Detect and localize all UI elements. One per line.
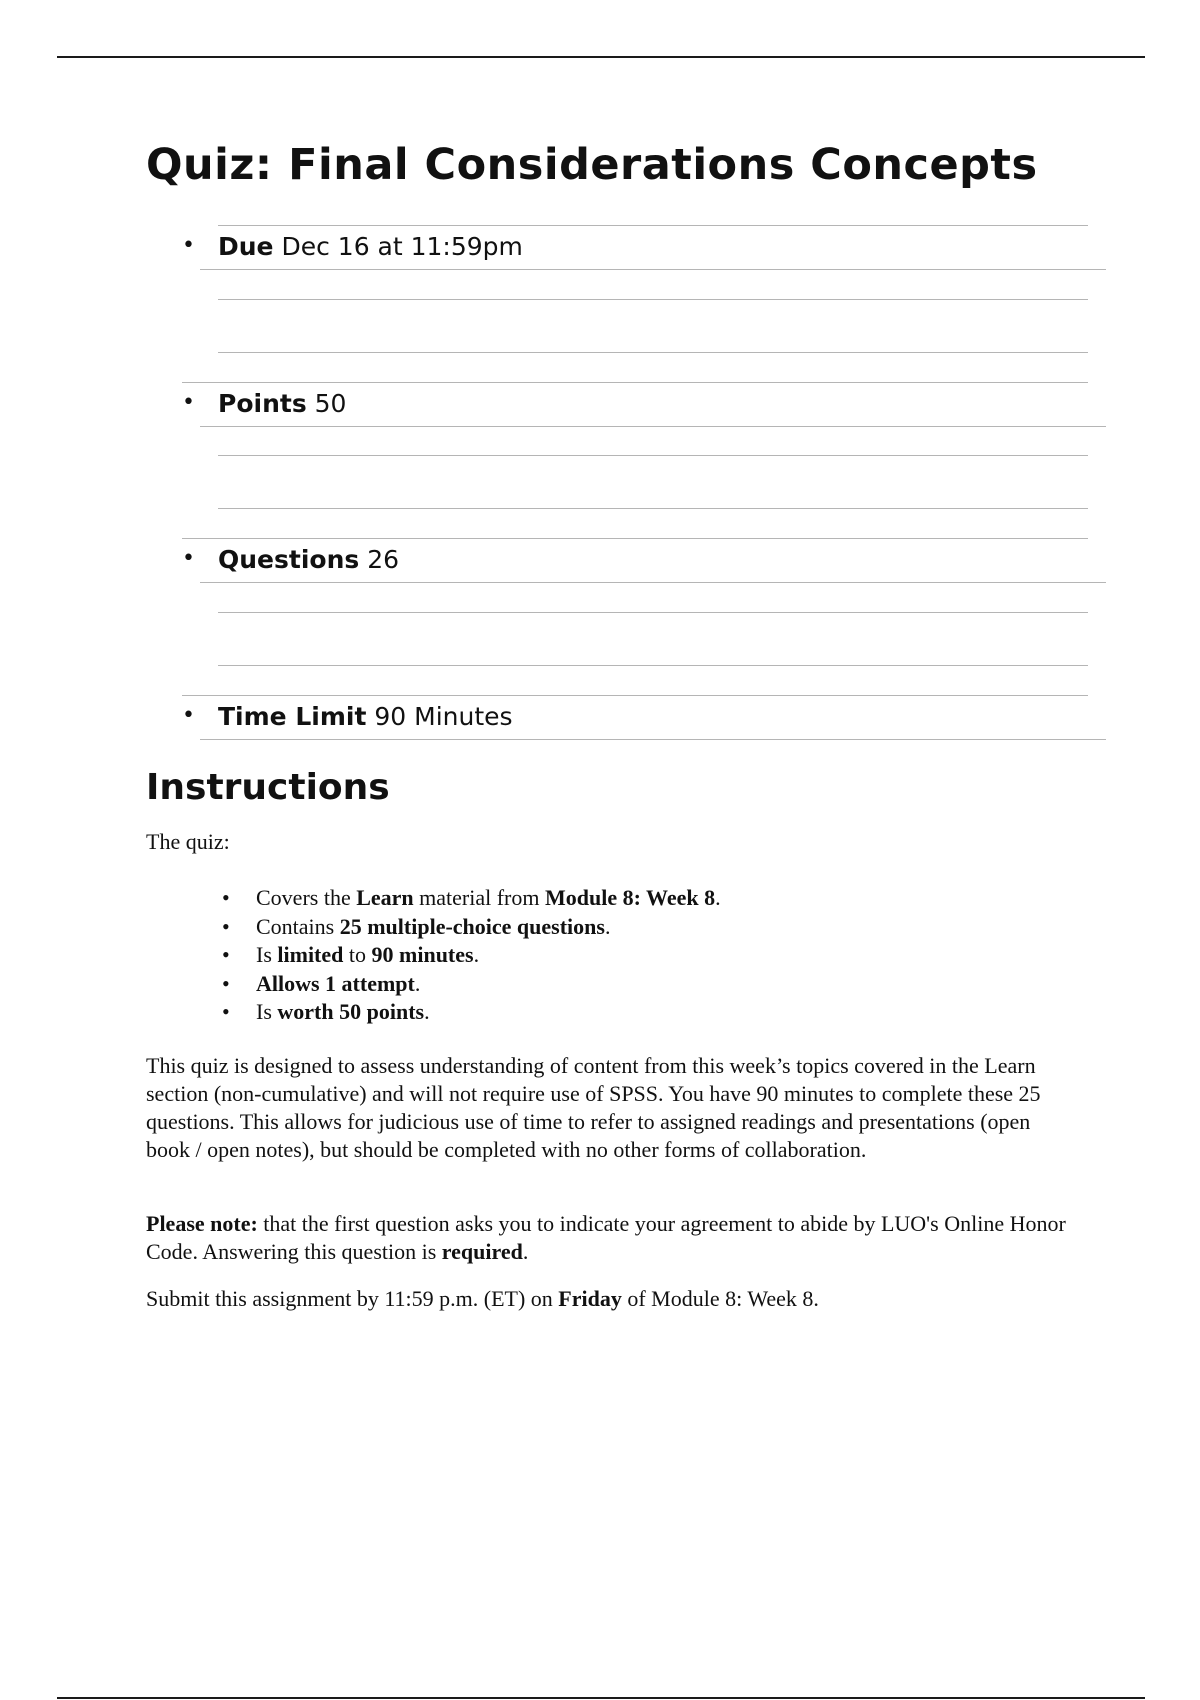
note-text: . [522,1239,529,1264]
divider [218,225,1088,226]
note-text: that the first question asks you to indicate your agreement to abide by LUO's Online Honor Code. Answering this question is [146,1211,1066,1264]
item-bold: 90 minutes [371,942,474,967]
divider [218,508,1088,509]
bullet: • [182,546,195,571]
detail-label: Due [218,231,274,261]
item-text: . [424,999,430,1024]
divider [218,665,1088,666]
list-item [222,913,721,942]
submission-deadline [146,1285,1066,1313]
top-rule [57,56,1145,58]
note-label: Please note: [146,1211,258,1236]
item-text: . [715,885,721,910]
divider [200,269,1106,270]
divider [182,695,1088,696]
item-text: material from [413,885,545,910]
bottom-rule [57,1697,1145,1699]
detail-value: 90 Minutes [374,701,513,731]
list-item [222,998,721,1027]
item-text: Covers the [256,885,357,910]
instructions-list [222,884,721,1027]
detail-value: 26 [367,544,400,574]
item-text: . [473,942,480,967]
note-bold: required [441,1239,523,1264]
bullet: • [222,885,230,910]
item-text: Is [256,942,278,967]
bullet: • [222,942,230,967]
description-paragraph: This quiz is designed to assess understanding of content from this week’s topics covered in the Learn section (non-cumulative) and will not require use of SPSS. You have 90 minutes to complete these 25 questions. This allows for judicious use of time to refer to assigned readings and presentations (open book / open notes), but should be completed with no other forms of collaboration. [146,1053,1041,1162]
divider [182,382,1088,383]
item-text: Is [256,999,278,1024]
list-item [222,884,721,913]
instructions-heading: Instructions [146,767,390,808]
divider [200,739,1106,740]
item-bold: 25 multiple-choice questions [339,913,605,939]
detail-label: Points [218,388,307,418]
honor-code-note [146,1210,1066,1266]
instructions-intro: The quiz: [146,829,230,854]
item-text: . [604,913,611,939]
item-bold: Learn [356,885,414,910]
detail-value: 50 [314,388,347,418]
divider [218,299,1088,300]
divider [182,538,1088,539]
detail-label: Time Limit [218,701,367,731]
submit-bold: Friday [558,1286,622,1311]
detail-due [182,233,523,259]
bullet: • [182,390,195,415]
bullet: • [182,233,195,258]
item-text: to [343,942,372,967]
item-text: Contains [256,913,340,939]
detail-value: Dec 16 at 11:59pm [281,231,523,261]
bullet: • [222,999,230,1024]
list-item [222,970,721,999]
bullet: • [222,913,230,939]
item-bold: limited [277,942,344,967]
divider [200,426,1106,427]
page-title: Quiz: Final Considerations Concepts [146,140,1038,190]
detail-points [182,390,346,416]
bullet: • [222,970,230,996]
divider [218,352,1088,353]
divider [218,455,1088,456]
submit-text: Submit this assignment by 11:59 p.m. (ET) on [146,1286,559,1311]
detail-questions [182,546,399,572]
detail-time-limit [182,703,513,729]
item-bold: Allows 1 attempt [256,970,415,996]
divider [218,612,1088,613]
bullet: • [182,703,195,728]
divider [200,582,1106,583]
item-bold: Module 8: Week 8 [545,885,716,910]
item-bold: worth 50 points [277,999,425,1024]
list-item [222,941,721,970]
submit-text: of Module 8: Week 8. [621,1286,819,1311]
detail-label: Questions [218,544,360,574]
item-text: . [414,970,421,996]
